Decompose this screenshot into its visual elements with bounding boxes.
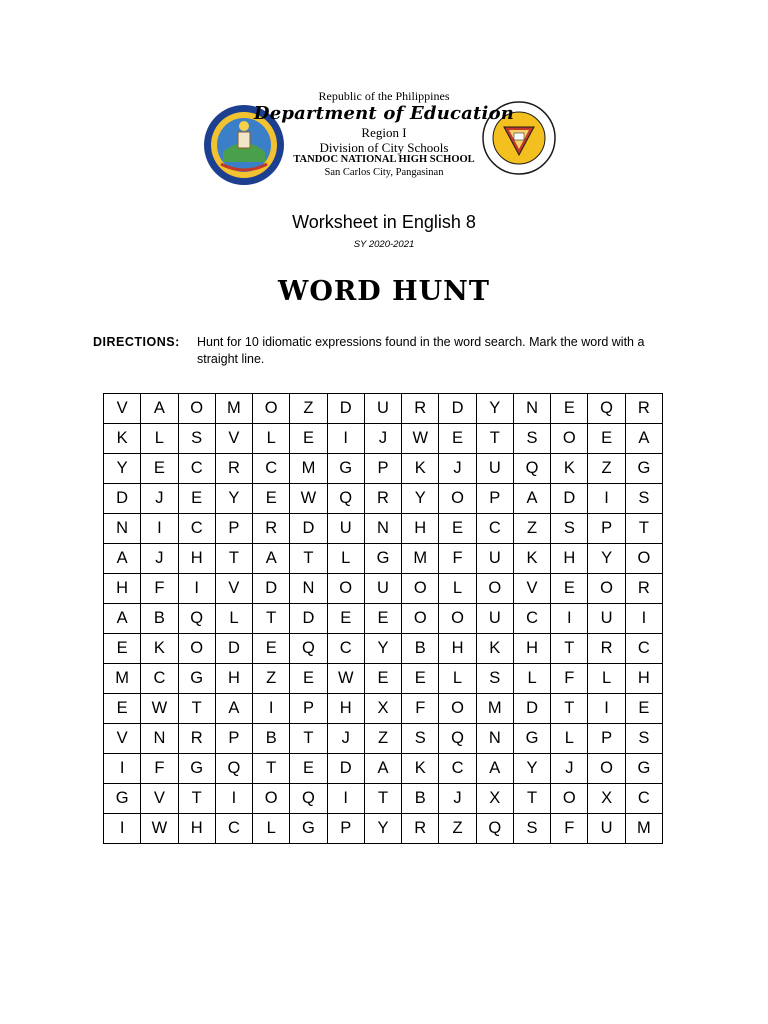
grid-cell[interactable]: P bbox=[215, 514, 252, 544]
grid-cell[interactable]: R bbox=[402, 814, 439, 844]
grid-cell[interactable]: K bbox=[402, 454, 439, 484]
grid-cell[interactable]: I bbox=[178, 574, 215, 604]
grid-row bbox=[104, 814, 663, 844]
grid-cell[interactable]: Y bbox=[215, 484, 252, 514]
grid-cell[interactable]: J bbox=[327, 724, 364, 754]
grid-cell[interactable]: Y bbox=[364, 814, 401, 844]
grid-cell[interactable]: L bbox=[141, 424, 178, 454]
grid-cell[interactable]: C bbox=[625, 634, 662, 664]
grid-cell[interactable]: D bbox=[551, 484, 588, 514]
grid-cell[interactable]: W bbox=[290, 484, 327, 514]
grid-cell[interactable]: H bbox=[327, 694, 364, 724]
grid-row bbox=[104, 424, 663, 454]
grid-cell[interactable]: L bbox=[439, 574, 476, 604]
region-line: Region I bbox=[361, 125, 407, 140]
grid-cell[interactable]: L bbox=[253, 424, 290, 454]
grid-cell[interactable]: Y bbox=[104, 454, 141, 484]
grid-cell[interactable]: A bbox=[104, 544, 141, 574]
grid-cell[interactable]: Y bbox=[476, 394, 513, 424]
grid-cell[interactable]: I bbox=[551, 604, 588, 634]
school-name: TANDOC NATIONAL HIGH SCHOOL bbox=[293, 154, 475, 165]
grid-cell[interactable]: H bbox=[625, 664, 662, 694]
grid-cell[interactable]: I bbox=[104, 814, 141, 844]
grid-cell[interactable]: O bbox=[476, 574, 513, 604]
grid-cell[interactable]: W bbox=[141, 694, 178, 724]
grid-cell[interactable]: E bbox=[364, 664, 401, 694]
grid-cell[interactable]: S bbox=[513, 814, 550, 844]
grid-cell[interactable]: Z bbox=[253, 664, 290, 694]
grid-cell[interactable]: A bbox=[215, 694, 252, 724]
grid-cell[interactable]: A bbox=[104, 604, 141, 634]
grid-cell[interactable]: C bbox=[513, 604, 550, 634]
grid-cell[interactable]: S bbox=[625, 724, 662, 754]
grid-cell[interactable]: M bbox=[476, 694, 513, 724]
grid-cell[interactable]: G bbox=[178, 664, 215, 694]
grid-cell[interactable]: E bbox=[402, 664, 439, 694]
grid-cell[interactable]: K bbox=[476, 634, 513, 664]
grid-cell[interactable]: Z bbox=[588, 454, 625, 484]
grid-cell[interactable]: F bbox=[141, 574, 178, 604]
grid-cell[interactable]: S bbox=[402, 724, 439, 754]
grid-cell[interactable]: P bbox=[290, 694, 327, 724]
grid-cell[interactable]: B bbox=[402, 784, 439, 814]
grid-row bbox=[104, 454, 663, 484]
grid-cell[interactable]: N bbox=[290, 574, 327, 604]
grid-cell[interactable]: I bbox=[253, 694, 290, 724]
grid-row bbox=[104, 574, 663, 604]
grid-cell[interactable]: E bbox=[290, 664, 327, 694]
grid-cell[interactable]: G bbox=[625, 754, 662, 784]
grid-cell[interactable]: D bbox=[253, 574, 290, 604]
grid-cell[interactable]: G bbox=[513, 724, 550, 754]
grid-cell[interactable]: N bbox=[476, 724, 513, 754]
grid-cell[interactable]: L bbox=[215, 604, 252, 634]
grid-cell[interactable]: Y bbox=[402, 484, 439, 514]
grid-cell[interactable]: U bbox=[476, 454, 513, 484]
grid-cell[interactable]: Y bbox=[364, 634, 401, 664]
grid-cell[interactable]: E bbox=[588, 424, 625, 454]
grid-cell[interactable]: I bbox=[215, 784, 252, 814]
grid-cell[interactable]: J bbox=[551, 754, 588, 784]
grid-cell[interactable]: M bbox=[625, 814, 662, 844]
grid-cell[interactable]: M bbox=[290, 454, 327, 484]
grid-cell[interactable]: M bbox=[402, 544, 439, 574]
grid-cell[interactable]: T bbox=[290, 544, 327, 574]
grid-cell[interactable]: G bbox=[625, 454, 662, 484]
grid-cell[interactable]: E bbox=[290, 754, 327, 784]
grid-cell[interactable]: H bbox=[402, 514, 439, 544]
grid-cell[interactable]: P bbox=[476, 484, 513, 514]
grid-cell[interactable]: I bbox=[588, 484, 625, 514]
grid-cell[interactable]: F bbox=[141, 754, 178, 784]
grid-cell[interactable]: D bbox=[215, 634, 252, 664]
grid-cell[interactable]: E bbox=[625, 694, 662, 724]
grid-cell[interactable]: Q bbox=[439, 724, 476, 754]
grid-cell[interactable]: G bbox=[290, 814, 327, 844]
grid-cell[interactable]: B bbox=[141, 604, 178, 634]
grid-cell[interactable]: I bbox=[327, 424, 364, 454]
grid-cell[interactable]: H bbox=[178, 814, 215, 844]
grid-cell[interactable]: H bbox=[551, 544, 588, 574]
grid-cell[interactable]: Q bbox=[327, 484, 364, 514]
grid-cell[interactable]: Q bbox=[476, 814, 513, 844]
grid-row bbox=[104, 784, 663, 814]
grid-cell[interactable]: T bbox=[551, 694, 588, 724]
word-search-grid bbox=[103, 393, 663, 844]
grid-cell[interactable]: S bbox=[625, 484, 662, 514]
school-year: SY 2020-2021 bbox=[353, 239, 415, 250]
grid-cell[interactable]: C bbox=[439, 754, 476, 784]
grid-cell[interactable]: T bbox=[290, 724, 327, 754]
grid-cell[interactable]: L bbox=[513, 664, 550, 694]
grid-cell[interactable]: R bbox=[253, 514, 290, 544]
republic-line: Republic of the Philippines bbox=[318, 89, 450, 103]
grid-cell[interactable]: T bbox=[476, 424, 513, 454]
grid-cell[interactable]: T bbox=[253, 754, 290, 784]
grid-cell[interactable]: V bbox=[215, 574, 252, 604]
grid-cell[interactable]: E bbox=[364, 604, 401, 634]
grid-cell[interactable]: E bbox=[290, 424, 327, 454]
grid-cell[interactable]: P bbox=[215, 724, 252, 754]
grid-cell[interactable]: L bbox=[588, 664, 625, 694]
grid-cell[interactable]: B bbox=[402, 634, 439, 664]
grid-cell[interactable]: V bbox=[215, 424, 252, 454]
grid-cell[interactable]: L bbox=[551, 724, 588, 754]
grid-cell[interactable]: T bbox=[178, 694, 215, 724]
grid-cell[interactable]: Y bbox=[588, 544, 625, 574]
grid-cell[interactable]: E bbox=[104, 634, 141, 664]
grid-cell[interactable]: F bbox=[439, 544, 476, 574]
grid-cell[interactable]: C bbox=[141, 664, 178, 694]
grid-cell[interactable]: J bbox=[141, 544, 178, 574]
grid-cell[interactable]: B bbox=[253, 724, 290, 754]
grid-cell[interactable]: P bbox=[588, 724, 625, 754]
grid-row bbox=[104, 514, 663, 544]
grid-cell[interactable]: O bbox=[402, 574, 439, 604]
grid-cell[interactable]: C bbox=[178, 454, 215, 484]
grid-cell[interactable]: Q bbox=[290, 634, 327, 664]
grid-cell[interactable]: O bbox=[439, 694, 476, 724]
grid-cell[interactable]: P bbox=[327, 814, 364, 844]
grid-cell[interactable]: Q bbox=[178, 604, 215, 634]
grid-cell[interactable]: F bbox=[402, 694, 439, 724]
grid-cell[interactable]: D bbox=[513, 694, 550, 724]
grid-cell[interactable]: S bbox=[551, 514, 588, 544]
grid-cell[interactable]: Z bbox=[364, 724, 401, 754]
department-line: Department of Education bbox=[253, 103, 515, 124]
grid-cell[interactable]: O bbox=[439, 484, 476, 514]
grid-cell[interactable]: C bbox=[178, 514, 215, 544]
grid-cell[interactable]: C bbox=[476, 514, 513, 544]
grid-cell[interactable]: T bbox=[625, 514, 662, 544]
grid-row bbox=[104, 754, 663, 784]
grid-cell[interactable]: W bbox=[141, 814, 178, 844]
grid-cell[interactable]: R bbox=[625, 574, 662, 604]
grid-cell[interactable]: U bbox=[588, 604, 625, 634]
grid-row bbox=[104, 484, 663, 514]
grid-cell[interactable]: J bbox=[141, 484, 178, 514]
grid-cell[interactable]: O bbox=[625, 544, 662, 574]
grid-cell[interactable]: I bbox=[588, 694, 625, 724]
grid-cell[interactable]: O bbox=[551, 784, 588, 814]
grid-cell[interactable]: T bbox=[551, 634, 588, 664]
division-line: Division of City Schools bbox=[319, 140, 449, 155]
grid-cell[interactable]: A bbox=[364, 754, 401, 784]
grid-cell[interactable]: R bbox=[588, 634, 625, 664]
grid-cell[interactable]: Q bbox=[513, 454, 550, 484]
grid-cell[interactable]: Z bbox=[290, 394, 327, 424]
grid-cell[interactable]: U bbox=[327, 514, 364, 544]
grid-cell[interactable]: K bbox=[551, 454, 588, 484]
grid-cell[interactable]: V bbox=[513, 574, 550, 604]
grid-cell[interactable]: R bbox=[364, 484, 401, 514]
grid-cell[interactable]: E bbox=[551, 574, 588, 604]
grid-cell[interactable]: D bbox=[439, 394, 476, 424]
school-address: San Carlos City, Pangasinan bbox=[324, 167, 444, 178]
grid-cell[interactable]: O bbox=[253, 784, 290, 814]
grid-cell[interactable]: E bbox=[439, 424, 476, 454]
grid-cell[interactable]: V bbox=[141, 784, 178, 814]
grid-cell[interactable]: S bbox=[476, 664, 513, 694]
grid-cell[interactable]: S bbox=[513, 424, 550, 454]
grid-cell[interactable]: W bbox=[402, 424, 439, 454]
grid-cell[interactable]: O bbox=[178, 394, 215, 424]
word-hunt-text: WORD HUNT bbox=[278, 276, 490, 307]
grid-cell[interactable]: R bbox=[402, 394, 439, 424]
grid-cell[interactable]: Y bbox=[513, 754, 550, 784]
grid-cell[interactable]: I bbox=[625, 604, 662, 634]
grid-cell[interactable]: J bbox=[439, 784, 476, 814]
grid-cell[interactable]: L bbox=[327, 544, 364, 574]
grid-cell[interactable]: E bbox=[551, 394, 588, 424]
grid-cell[interactable]: C bbox=[215, 814, 252, 844]
grid-cell[interactable]: D bbox=[290, 604, 327, 634]
grid-cell[interactable]: V bbox=[104, 394, 141, 424]
grid-cell[interactable]: V bbox=[104, 724, 141, 754]
grid-cell[interactable]: N bbox=[104, 514, 141, 544]
directions-label: DIRECTIONS: bbox=[93, 335, 180, 349]
grid-cell[interactable]: O bbox=[588, 574, 625, 604]
grid-cell[interactable]: U bbox=[476, 544, 513, 574]
grid-row bbox=[104, 394, 663, 424]
grid-cell[interactable]: P bbox=[364, 454, 401, 484]
grid-cell[interactable]: L bbox=[253, 814, 290, 844]
grid-cell[interactable]: T bbox=[253, 604, 290, 634]
grid-cell[interactable]: R bbox=[215, 454, 252, 484]
worksheet-title: Worksheet in English 8 bbox=[292, 212, 476, 232]
grid-cell[interactable]: O bbox=[178, 634, 215, 664]
grid-cell[interactable]: T bbox=[513, 784, 550, 814]
grid-cell[interactable]: J bbox=[439, 454, 476, 484]
grid-cell[interactable]: M bbox=[215, 394, 252, 424]
grid-cell[interactable]: H bbox=[104, 574, 141, 604]
grid-cell[interactable]: F bbox=[551, 814, 588, 844]
grid-cell[interactable]: E bbox=[253, 484, 290, 514]
grid-cell[interactable]: P bbox=[588, 514, 625, 544]
grid-cell[interactable]: Z bbox=[439, 814, 476, 844]
grid-cell[interactable]: M bbox=[104, 664, 141, 694]
grid-cell[interactable]: G bbox=[178, 754, 215, 784]
grid-cell[interactable]: A bbox=[625, 424, 662, 454]
grid-cell[interactable]: R bbox=[178, 724, 215, 754]
grid-cell[interactable]: H bbox=[178, 544, 215, 574]
grid-cell[interactable]: H bbox=[215, 664, 252, 694]
grid-cell[interactable]: Z bbox=[513, 514, 550, 544]
grid-cell[interactable]: C bbox=[327, 634, 364, 664]
grid-cell[interactable]: E bbox=[253, 634, 290, 664]
grid-cell[interactable]: S bbox=[178, 424, 215, 454]
grid-row bbox=[104, 634, 663, 664]
grid-cell[interactable]: F bbox=[551, 664, 588, 694]
letterhead bbox=[0, 0, 768, 190]
grid-cell[interactable]: G bbox=[104, 784, 141, 814]
grid-cell[interactable]: T bbox=[364, 784, 401, 814]
grid-row bbox=[104, 664, 663, 694]
grid-cell[interactable]: H bbox=[513, 634, 550, 664]
grid-cell[interactable]: Q bbox=[588, 394, 625, 424]
grid-cell[interactable]: W bbox=[327, 664, 364, 694]
grid-cell[interactable]: H bbox=[439, 634, 476, 664]
grid-cell[interactable]: R bbox=[625, 394, 662, 424]
grid-cell[interactable]: N bbox=[513, 394, 550, 424]
grid-cell[interactable]: T bbox=[215, 544, 252, 574]
grid-cell[interactable]: X bbox=[476, 784, 513, 814]
grid-cell[interactable]: Q bbox=[215, 754, 252, 784]
grid-cell[interactable]: X bbox=[588, 784, 625, 814]
grid-cell[interactable]: G bbox=[364, 544, 401, 574]
grid-cell[interactable]: Q bbox=[290, 784, 327, 814]
grid-cell[interactable]: O bbox=[439, 604, 476, 634]
grid-cell[interactable]: U bbox=[364, 394, 401, 424]
grid-cell[interactable]: K bbox=[402, 754, 439, 784]
grid-cell[interactable]: J bbox=[364, 424, 401, 454]
word-hunt-heading bbox=[0, 276, 768, 307]
grid-cell[interactable]: K bbox=[513, 544, 550, 574]
grid-cell[interactable]: C bbox=[253, 454, 290, 484]
grid-cell[interactable]: D bbox=[290, 514, 327, 544]
grid-cell[interactable]: N bbox=[141, 724, 178, 754]
grid-cell[interactable]: U bbox=[588, 814, 625, 844]
directions-text: Hunt for 10 idiomatic expressions found in the word search. Mark the word with a straight line. bbox=[197, 335, 645, 366]
grid-cell[interactable]: E bbox=[141, 454, 178, 484]
grid-cell[interactable]: E bbox=[327, 604, 364, 634]
grid-cell[interactable]: A bbox=[513, 484, 550, 514]
grid-cell[interactable]: X bbox=[364, 694, 401, 724]
grid-cell[interactable]: T bbox=[178, 784, 215, 814]
grid-cell[interactable]: A bbox=[253, 544, 290, 574]
grid-cell[interactable]: O bbox=[253, 394, 290, 424]
grid-cell[interactable]: L bbox=[439, 664, 476, 694]
grid-cell[interactable]: O bbox=[588, 754, 625, 784]
grid-cell[interactable]: I bbox=[141, 514, 178, 544]
grid-cell[interactable]: E bbox=[439, 514, 476, 544]
grid-cell[interactable]: D bbox=[104, 484, 141, 514]
grid-cell[interactable]: K bbox=[141, 634, 178, 664]
grid-cell[interactable]: A bbox=[141, 394, 178, 424]
grid-cell[interactable]: U bbox=[476, 604, 513, 634]
grid-cell[interactable]: D bbox=[327, 754, 364, 784]
grid-cell[interactable]: I bbox=[327, 784, 364, 814]
grid-cell[interactable]: O bbox=[327, 574, 364, 604]
grid-row bbox=[104, 694, 663, 724]
grid-cell[interactable]: O bbox=[402, 604, 439, 634]
grid-cell[interactable]: K bbox=[104, 424, 141, 454]
grid-cell[interactable]: E bbox=[104, 694, 141, 724]
grid-cell[interactable]: C bbox=[625, 784, 662, 814]
grid-cell[interactable]: D bbox=[327, 394, 364, 424]
grid-cell[interactable]: O bbox=[551, 424, 588, 454]
grid-row bbox=[104, 724, 663, 754]
grid-cell[interactable]: G bbox=[327, 454, 364, 484]
grid-cell[interactable]: I bbox=[104, 754, 141, 784]
grid-cell[interactable]: N bbox=[364, 514, 401, 544]
grid-cell[interactable]: U bbox=[364, 574, 401, 604]
grid-cell[interactable]: E bbox=[178, 484, 215, 514]
grid-row bbox=[104, 604, 663, 634]
grid-row bbox=[104, 544, 663, 574]
grid-cell[interactable]: A bbox=[476, 754, 513, 784]
